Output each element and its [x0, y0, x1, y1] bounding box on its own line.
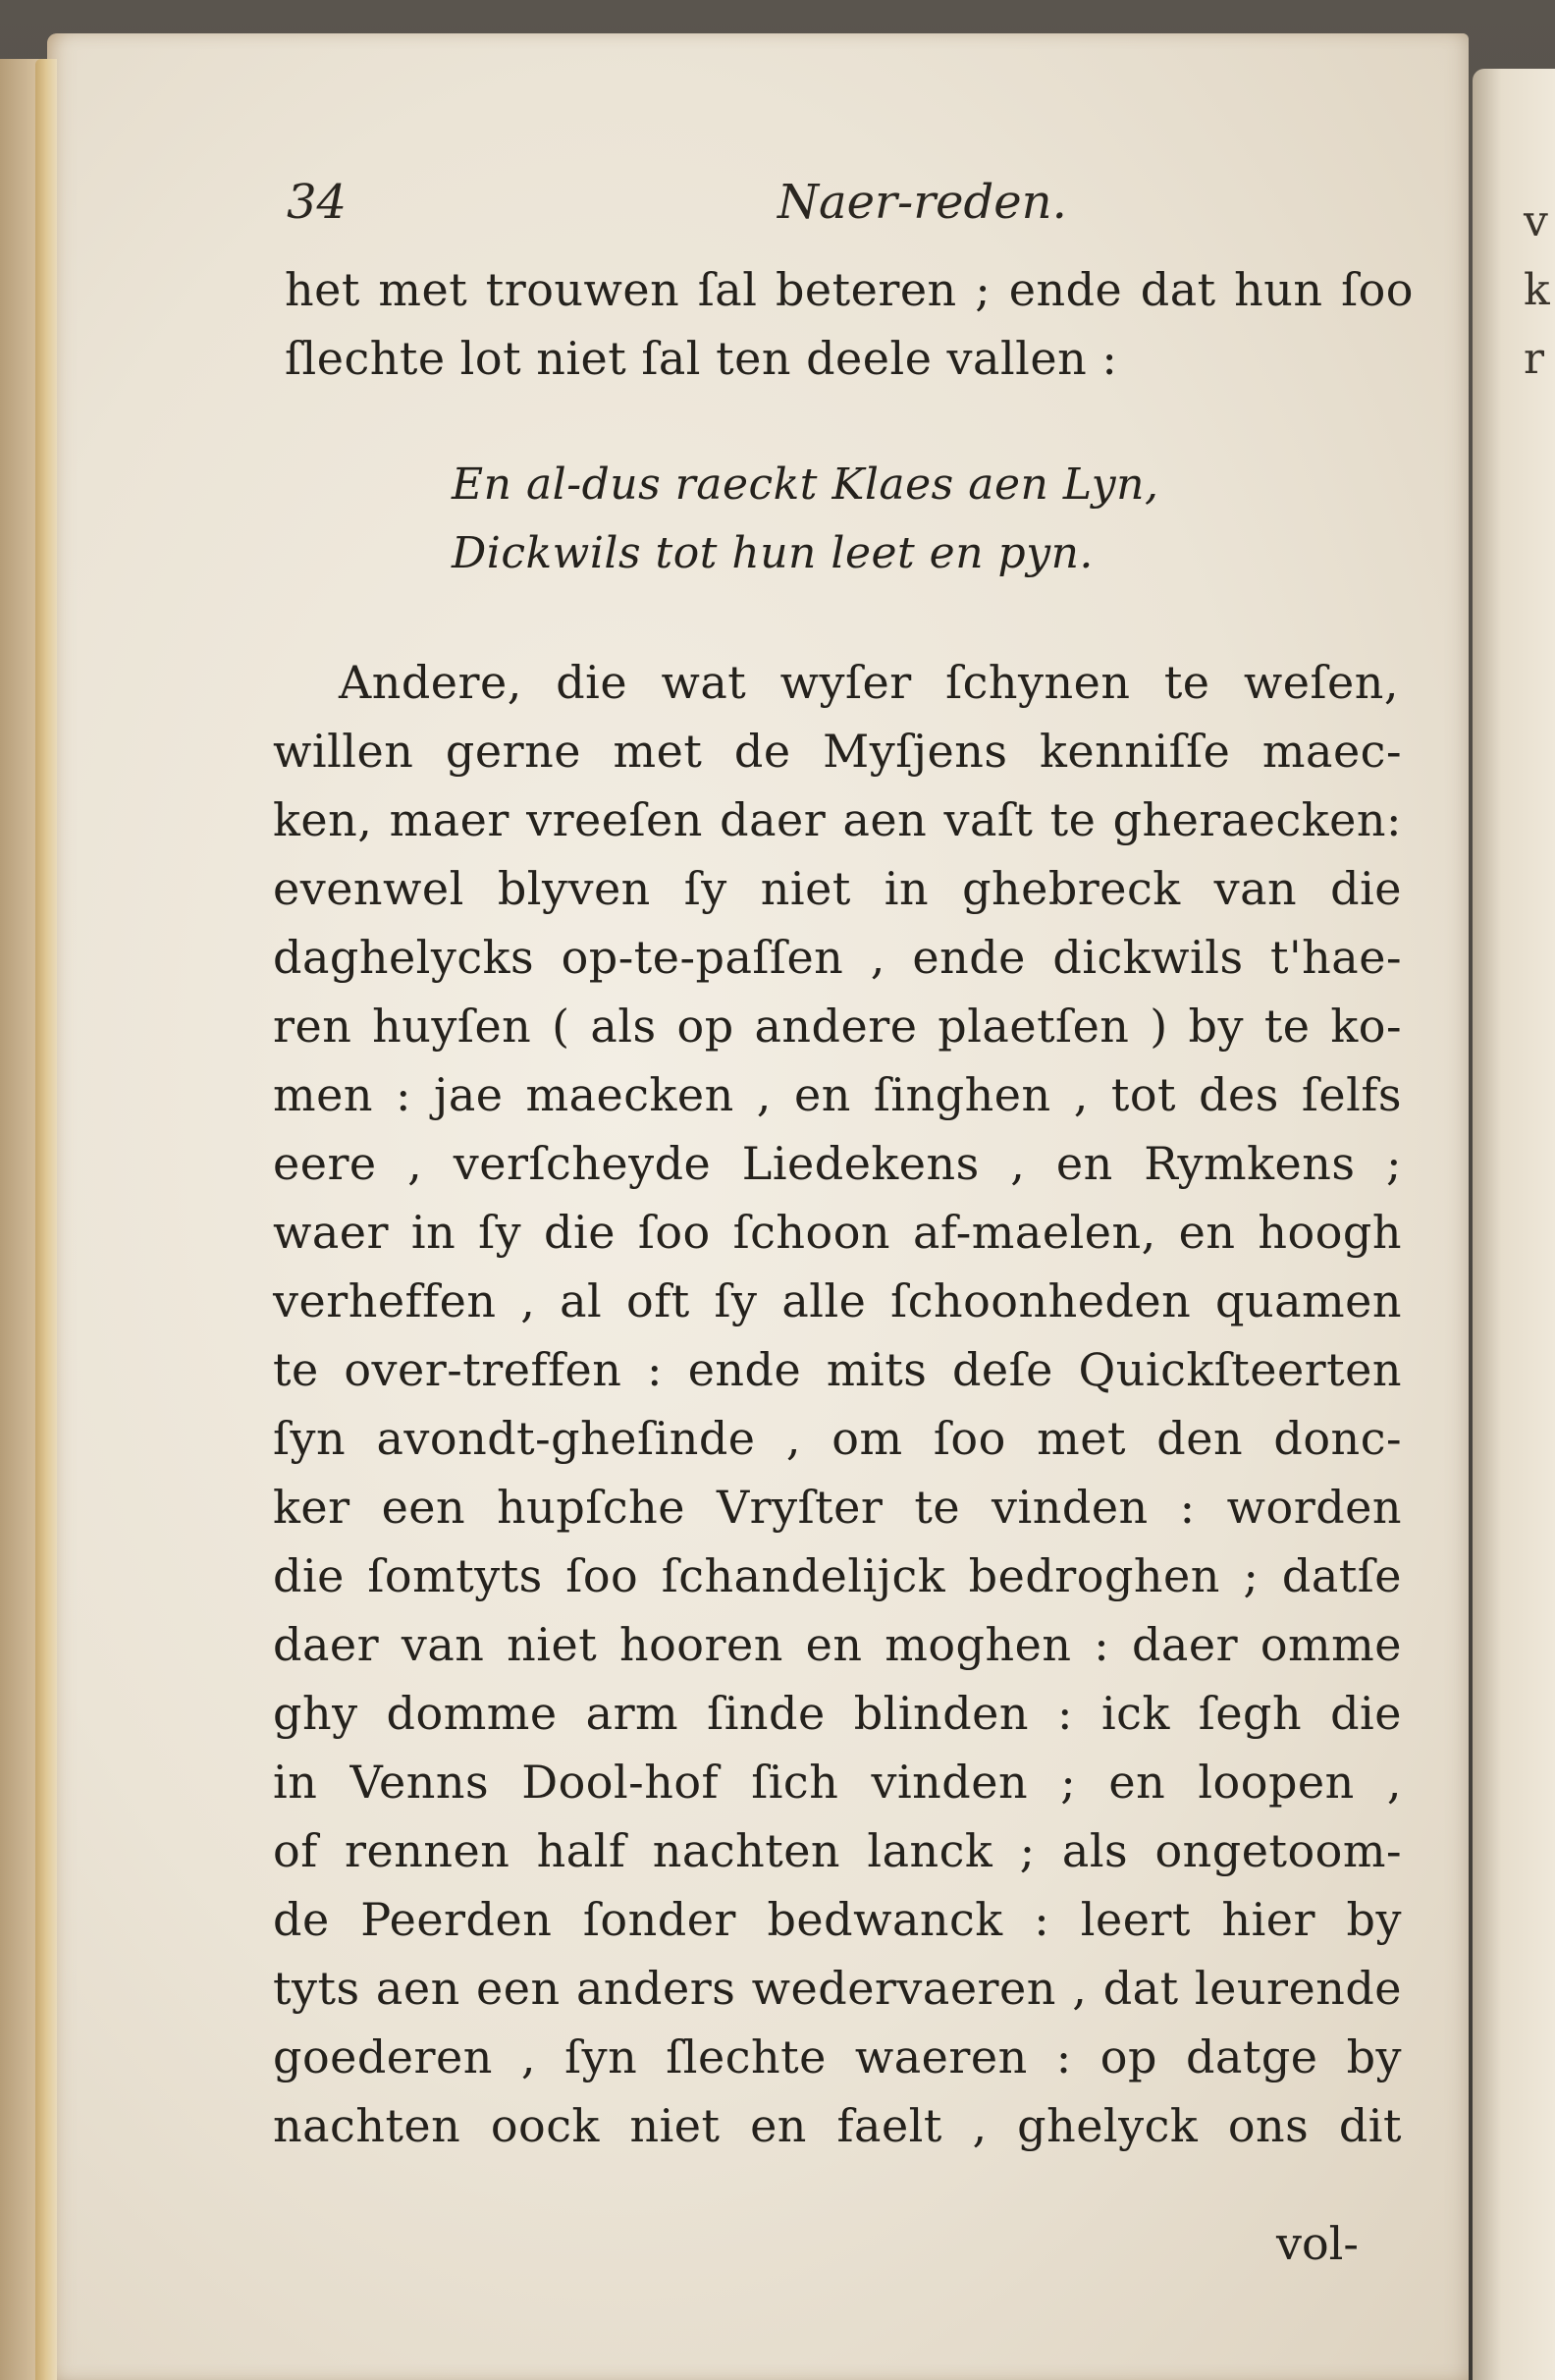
text-line: waer in ſy die ſoo ſchoon af-maelen, en hoogh — [273, 1206, 1402, 1259]
facing-page — [1473, 69, 1555, 2380]
text-line: het met trouwen ſal beteren ; ende dat hun ſoo — [285, 263, 1414, 316]
text-line: ſyn avondt-gheſinde , om ſoo met den donc- — [273, 1412, 1402, 1465]
text-line: men : jae maecken , en ſinghen , tot des ſelfs — [273, 1068, 1402, 1121]
text-line: willen gerne met de Myſjens kenniſſe maec- — [273, 725, 1402, 778]
text-line: de Peerden ſonder bedwanck : leert hier by — [273, 1893, 1402, 1946]
text-line: verheffen , al oft ſy alle ſchoonheden quamen — [273, 1274, 1402, 1327]
text-line: Andere, die wat wyſer ſchynen te weſen, — [339, 656, 1399, 709]
text-line: daer van niet hooren en moghen : daer omme — [273, 1618, 1402, 1671]
text-line: evenwel blyven ſy niet in ghebreck van die — [273, 862, 1402, 915]
text-line: ſlechte lot niet ſal ten deele vallen : — [285, 332, 1118, 385]
running-head-title: Naer-reden. — [778, 175, 1067, 230]
facing-page-fragment: r — [1524, 334, 1545, 384]
running-head — [287, 175, 1416, 243]
text-line: goederen , ſyn ſlechte waeren : op datge by — [273, 2030, 1402, 2083]
text-line: ren huyſen ( als op andere plaetſen ) by te ko- — [273, 1000, 1402, 1053]
text-line: die ſomtyts ſoo ſchandelijck bedroghen ; datſe — [273, 1549, 1402, 1602]
text-line: ker een hupſche Vryſter te vinden : worden — [273, 1481, 1402, 1534]
page-edge — [35, 59, 57, 2380]
text-line: ghy domme arm ſinde blinden : ick ſegh die — [273, 1687, 1402, 1740]
text-line: tyts aen een anders wedervaeren , dat leurende — [273, 1962, 1402, 2015]
facing-page-fragment: v — [1524, 196, 1548, 246]
text-line: ken, maer vreeſen daer aen vaſt te gheraecken: — [273, 793, 1402, 846]
verse-line: En al-dus raeckt Klaes aen Lyn, — [452, 460, 1159, 510]
text-line: nachten oock niet en faelt , ghelyck ons dit — [273, 2099, 1402, 2152]
text-line: daghelycks op-te-paſſen , ende dickwils t'hae- — [273, 931, 1402, 984]
page-number: 34 — [287, 175, 348, 230]
text-line: te over-treffen : ende mits deſe Quickſteerten — [273, 1343, 1402, 1396]
verse-line: Dickwils tot hun leet en pyn. — [452, 528, 1094, 578]
catchword: vol- — [1276, 2217, 1359, 2270]
text-line: in Venns Dool-hof ſich vinden ; en loopen , — [273, 1756, 1402, 1809]
text-line: eere , verſcheyde Liedekens , en Rymkens ; — [273, 1137, 1402, 1190]
facing-page-fragment: k — [1524, 265, 1550, 315]
text-line: of rennen half nachten lanck ; als ongetoom- — [273, 1824, 1402, 1877]
